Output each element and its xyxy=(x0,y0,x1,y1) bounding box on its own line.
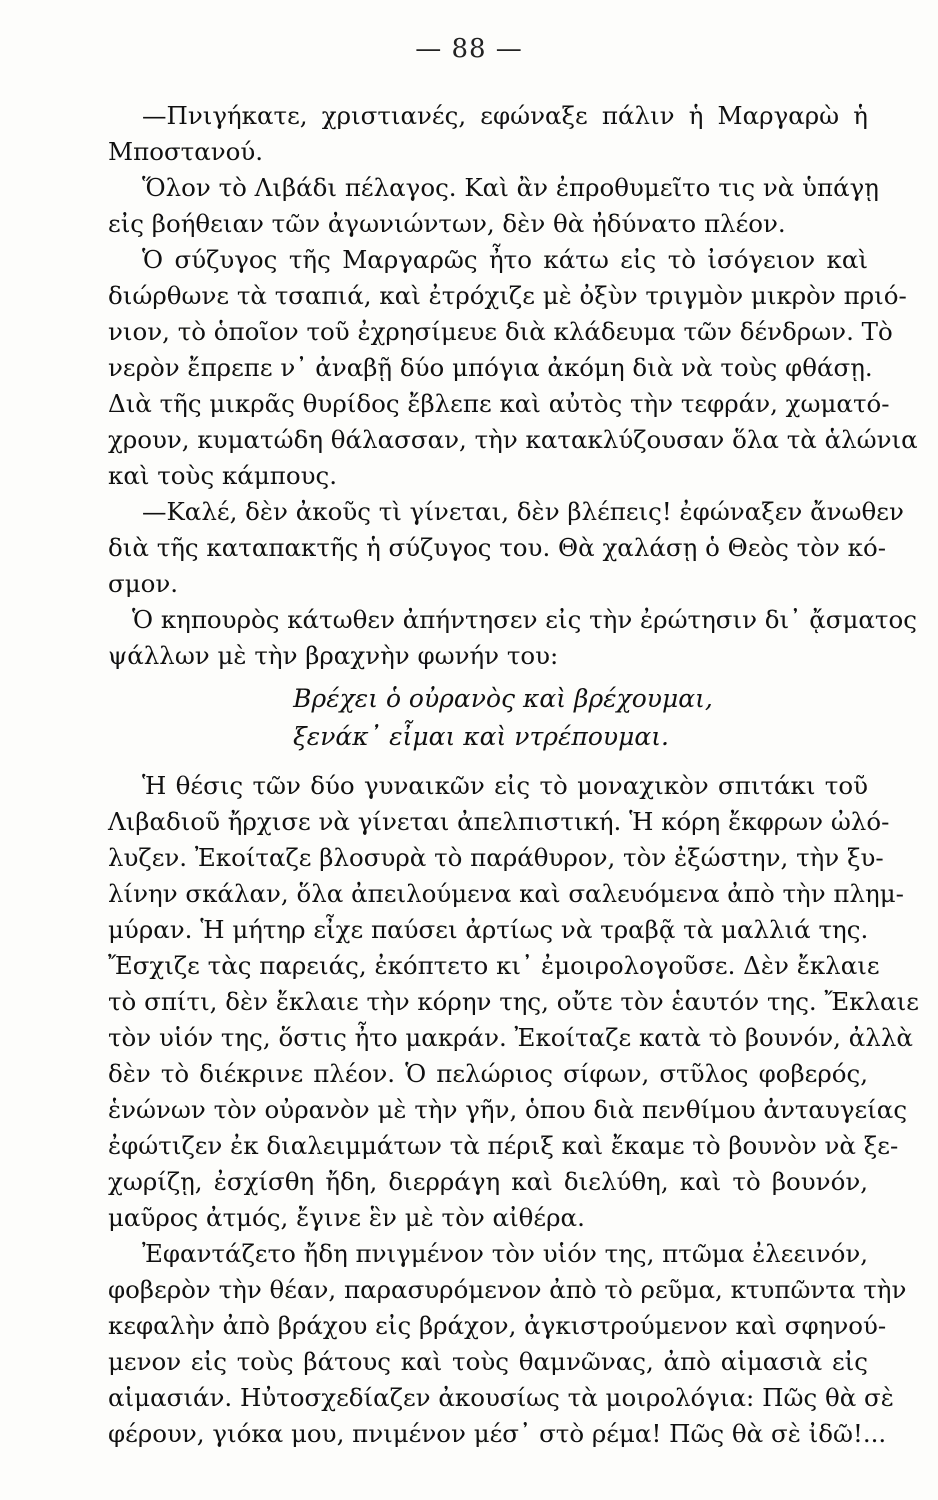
text-line: Ἔσχιζε τὰς παρειάς, ἐκόπτετο κι᾽ ἐμοιρολογοῦσε. Δὲν ἔκλαιε xyxy=(108,951,880,980)
page-number: — 88 — xyxy=(415,34,523,64)
text-line: κεφαλὴν ἀπὸ βράχου εἰς βράχον, ἀγκιστρούμενον καὶ σφηνού- xyxy=(108,1311,887,1340)
text-line: Ὁ σύζυγος τῆς Μαργαρῶς ἦτο κάτω εἰς τὸ ἰσόγειον καὶ xyxy=(142,245,868,274)
text-line: ψάλλων μὲ τὴν βραχνὴν φωνήν του: xyxy=(108,641,559,670)
text-line: χωρίζῃ, ἐσχίσθη ἤδη, διερράγη καὶ διελύθη, καὶ τὸ βουνόν, xyxy=(108,1167,868,1196)
text-line: λυζεν. Ἐκοίταζε βλοσυρὰ τὸ παράθυρον, τὸν ἐξώστην, τὴν ξυ- xyxy=(108,843,884,872)
text-line: τὸν υἱόν της, ὅστις ἦτο μακράν. Ἐκοίταζε κατὰ τὸ βουνόν, ἀλλὰ xyxy=(108,1023,913,1052)
text-line: ἑνώνων τὸν οὐρανὸν μὲ τὴν γῆν, ὁπου διὰ πενθίμου ἀνταυγείας xyxy=(108,1095,908,1124)
text-line: Διὰ τῆς μικρᾶς θυρίδος ἔβλεπε καὶ αὐτὸς τὴν τεφράν, χωματό- xyxy=(108,389,890,418)
text-line: δὲν τὸ διέκρινε πλέον. Ὁ πελώριος σίφων, στῦλος φοβερός, xyxy=(108,1059,868,1088)
text-line: φοβερὸν τὴν θέαν, παρασυρόμενον ἀπὸ τὸ ρεῦμα, κτυπῶντα τὴν xyxy=(108,1275,907,1304)
verse-line: ξενάκ᾽ εἶμαι καὶ ντρέπουμαι. xyxy=(293,722,669,751)
text-line: διώρθωνε τὰ τσαπιά, καὶ ἐτρόχιζε μὲ ὀξὺν τριγμὸν μικρὸν πριό- xyxy=(108,281,907,310)
text-line: φέρουν, γιόκα μου, πνιμένον μέσ᾽ στὸ ρέμα! Πῶς θὰ σὲ ἰδῶ!... xyxy=(108,1419,887,1448)
text-line: καὶ τοὺς κάμπους. xyxy=(108,461,337,490)
body-text xyxy=(108,98,919,1452)
text-line: σμον. xyxy=(108,569,179,598)
text-line: Μποστανού. xyxy=(108,137,264,166)
text-line: —Καλέ, δὲν ἀκοῦς τὶ γίνεται, δὲν βλέπεις! ἐφώναξεν ἄνωθεν xyxy=(142,497,904,526)
text-line: τὸ σπίτι, δὲν ἔκλαιε τὴν κόρην της, οὔτε τὸν ἑαυτόν της. Ἔκλαιε xyxy=(108,987,919,1016)
text-line: διὰ τῆς καταπακτῆς ἡ σύζυγος του. Θὰ χαλάσῃ ὁ Θεὸς τὸν κό- xyxy=(108,533,886,562)
text-line: λίνην σκάλαν, ὅλα ἀπειλούμενα καὶ σαλευόμενα ἀπὸ τὴν πλημ- xyxy=(108,879,904,908)
text-line: αἱμασιάν. Ηὐτοσχεδίαζεν ἀκουσίως τὰ μοιρολόγια: Πῶς θὰ σὲ xyxy=(108,1383,894,1412)
text-line: νιον, τὸ ὁποῖον τοῦ ἐχρησίμευε διὰ κλάδευμα τῶν δένδρων. Τὸ xyxy=(108,317,893,346)
text-line: νερὸν ἔπρεπε ν᾽ ἀναβῇ δύο μπόγια ἀκόμη διὰ νὰ τοὺς φθάσῃ. xyxy=(108,353,873,382)
text-line: μύραν. Ἡ μήτηρ εἶχε παύσει ἀρτίως νὰ τραβᾷ τὰ μαλλιά της. xyxy=(108,915,869,944)
text-line: χρουν, κυματώδη θάλασσαν, τὴν κατακλύζουσαν ὅλα τὰ ἁλώνια xyxy=(108,425,918,454)
text-line: Λιβαδιοῦ ἤρχισε νὰ γίνεται ἀπελπιστική. Ἡ κόρη ἔκφρων ὠλό- xyxy=(108,807,890,836)
text-line: μενον εἰς τοὺς βάτους καὶ τοὺς θαμνῶνας, ἀπὸ αἱμασιὰ εἰς xyxy=(108,1347,868,1376)
text-line: Ὅλον τὸ Λιβάδι πέλαγος. Καὶ ἂν ἐπροθυμεῖτο τις νὰ ὑπάγῃ xyxy=(142,173,879,202)
text-line: Ἐφαντάζετο ἤδη πνιγμένον τὸν υἱόν της, πτῶμα ἐλεεινόν, xyxy=(142,1239,869,1268)
text-line: Ἡ θέσις τῶν δύο γυναικῶν εἰς τὸ μοναχικὸν σπιτάκι τοῦ xyxy=(142,771,868,800)
verse-line: Βρέχει ὁ οὐρανὸς καὶ βρέχουμαι, xyxy=(293,684,713,713)
text-line: —Πνιγήκατε, χριστιανές, εφώναξε πάλιν ἡ Μαργαρὼ ἡ xyxy=(142,101,868,130)
text-line: εἰς βοήθειαν τῶν ἀγωνιώντων, δὲν θὰ ἠδύνατο πλέον. xyxy=(108,209,786,238)
text-line: Ὁ κηπουρὸς κάτωθεν ἀπήντησεν εἰς τὴν ἐρώτησιν δι᾽ ᾄσματος xyxy=(132,605,917,634)
text-line: μαῦρος ἀτμός, ἔγινε ἓν μὲ τὸν αἰθέρα. xyxy=(108,1203,585,1232)
text-line: ἐφώτιζεν ἐκ διαλειμμάτων τὰ πέριξ καὶ ἔκαμε τὸ βουνὸν νὰ ξε- xyxy=(108,1131,899,1160)
